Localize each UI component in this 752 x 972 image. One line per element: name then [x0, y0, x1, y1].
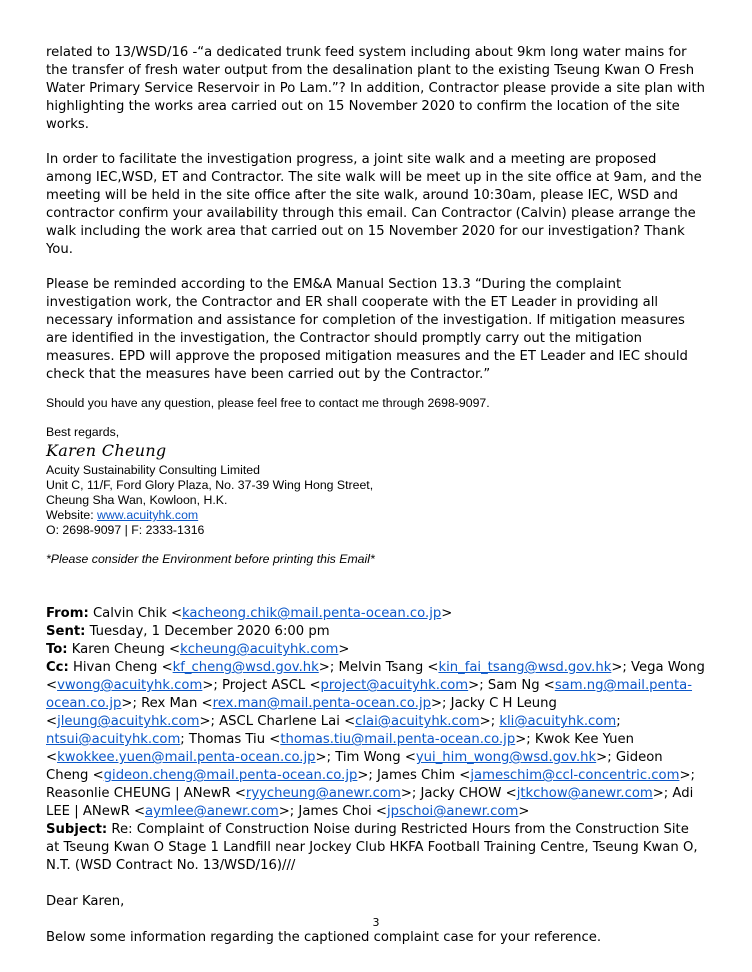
to-label: To: [46, 642, 68, 657]
sent-label: Sent: [46, 624, 86, 639]
to-email-link[interactable]: kcheung@acuityhk.com [180, 642, 339, 657]
regards-line: Best regards, [46, 425, 120, 439]
cc-list [46, 660, 705, 819]
cc-email-link[interactable]: jtkchow@anewr.com [516, 786, 653, 801]
website-link[interactable]: www.acuityhk.com [97, 508, 199, 522]
from-email-link[interactable]: kacheong.chik@mail.penta-ocean.co.jp [182, 606, 442, 621]
question-line: Should you have any question, please feel free to contact me through 2698-9097. [46, 396, 490, 410]
sent-value: Tuesday, 1 December 2020 6:00 pm [85, 624, 330, 639]
cc-separator: >; ASCL Charlene Lai < [199, 714, 356, 729]
email-header [46, 605, 706, 875]
from-name: Calvin Chik < [88, 606, 183, 621]
cc-email-link[interactable]: kli@acuityhk.com [499, 714, 617, 729]
phone-line: O: 2698-9097 | F: 2333-1316 [46, 523, 205, 537]
email-signature [46, 425, 706, 567]
paragraph-site-walk: In order to facilitate the investigation progress, a joint site walk and a meeting are proposed among IEC,WSD, ET and Contractor. The site walk will be meet up in the site office at 9am, and the meeting will be held in the site office after the site walk, around 10:30am, please IEC, WSD and contractor confirm your availability through this email. Can Contractor (Calvin) please arrange the walk including the work area that carried out on 15 November 2020 for our investigation? Thank You. [46, 152, 702, 257]
cc-separator: >; Kwok Kee Yuen < [46, 732, 635, 765]
from-line [46, 605, 706, 623]
address-line-1: Unit C, 11/F, Ford Glory Plaza, No. 37-39 Wing Hong Street, [46, 478, 374, 492]
cc-email-link[interactable]: sam.ng@mail.penta-ocean.co.jp [46, 678, 693, 711]
cc-separator: >; Adi LEE | ANewR < [46, 786, 694, 819]
cc-email-link[interactable]: jameschim@ccl-concentric.com [470, 768, 680, 783]
cc-separator: Hivan Cheng < [68, 660, 173, 675]
cc-email-link[interactable]: rex.man@mail.penta-ocean.co.jp [212, 696, 431, 711]
environment-note: *Please consider the Environment before printing this Email* [46, 552, 375, 566]
cc-separator: >; James Choi < [278, 804, 387, 819]
to-name: Karen Cheung < [67, 642, 181, 657]
cc-separator: ; Thomas Tiu < [180, 732, 281, 747]
cc-label: Cc: [46, 660, 69, 675]
company-name: Acuity Sustainability Consulting Limited [46, 463, 260, 477]
to-close: > [338, 642, 350, 657]
cc-separator: >; Jacky CHOW < [400, 786, 517, 801]
page-number: 3 [372, 916, 380, 929]
paragraph-ema-manual: Please be reminded according to the EM&A Manual Section 13.3 “During the complaint investigation work, the Contractor and ER shall cooperate with the ET Leader in providing all necessary information and assistance for completion of the investigation. If mitigation measures are identified in the investigation, the Contractor should promptly carry out the mitigation measures. EPD will approve the proposed mitigation measures and the ET Leader and IEC should check that the measures have been carried out by the Contractor.” [46, 277, 688, 382]
sent-line [46, 623, 706, 641]
cc-separator: >; James Chim < [357, 768, 471, 783]
cc-email-link[interactable]: jpschoi@anewr.com [386, 804, 519, 819]
cc-email-link[interactable]: yui_him_wong@wsd.gov.hk [415, 750, 597, 765]
cc-separator: >; Tim Wong < [315, 750, 416, 765]
subject-label: Subject: [46, 822, 108, 837]
cc-line [46, 659, 706, 821]
website-line [46, 508, 706, 523]
cc-email-link[interactable]: gideon.cheng@mail.penta-ocean.co.jp [103, 768, 358, 783]
signature-script: Karen Cheung [46, 441, 167, 460]
cc-email-link[interactable]: kwokkee.yuen@mail.penta-ocean.co.jp [57, 750, 316, 765]
paragraph-trunk-feed: related to 13/WSD/16 -“a dedicated trunk feed system including about 9km long water mains for the transfer of fresh water output from the desalination plant to the existing Tseung Kwan O Fresh Water Primary Service Reservoir in Po Lam.”? In addition, Contractor please provide a site plan with highlighting the works area carried out on 15 November 2020 to confirm the location of the site works. [46, 45, 705, 132]
cc-separator: ; [616, 714, 621, 729]
address-line-2: Cheung Sha Wan, Kowloon, H.K. [46, 493, 228, 507]
cc-email-link[interactable]: clai@acuityhk.com [355, 714, 480, 729]
cc-email-link[interactable]: kf_cheng@wsd.gov.hk [172, 660, 319, 675]
to-line [46, 641, 706, 659]
cc-email-link[interactable]: ntsui@acuityhk.com [46, 732, 181, 747]
cc-email-link[interactable]: jleung@acuityhk.com [57, 714, 200, 729]
subject-line [46, 821, 706, 875]
cc-separator: >; Jacky C H Leung < [46, 696, 557, 729]
cc-separator: >; Gideon Cheng < [46, 750, 663, 783]
cc-separator: >; Reasonlie CHEUNG | ANewR < [46, 768, 695, 801]
cc-email-link[interactable]: project@acuityhk.com [320, 678, 469, 693]
cc-email-link[interactable]: ryycheung@anewr.com [245, 786, 401, 801]
website-label: Website: [46, 508, 98, 522]
subject-value: Re: Complaint of Construction Noise during Restricted Hours from the Construction Site at Tseung Kwan O Stage 1 Landfill near Jockey Club HKFA Football Training Centre, Tseung Kwan O, N.T. (WSD Contract No. 13/WSD/16)/// [46, 822, 698, 873]
cc-separator: >; Vega Wong < [46, 660, 705, 693]
document-page [46, 44, 706, 947]
cc-email-link[interactable]: vwong@acuityhk.com [57, 678, 203, 693]
cc-email-link[interactable]: kin_fai_tsang@wsd.gov.hk [438, 660, 612, 675]
cc-separator: >; Sam Ng < [468, 678, 555, 693]
cc-separator: >; Melvin Tsang < [318, 660, 439, 675]
greeting: Dear Karen, [46, 894, 125, 909]
cc-email-link[interactable]: thomas.tiu@mail.penta-ocean.co.jp [280, 732, 516, 747]
body-line: Below some information regarding the captioned complaint case for your reference. [46, 930, 602, 945]
cc-separator: >; [479, 714, 500, 729]
from-label: From: [46, 606, 89, 621]
from-close: > [441, 606, 453, 621]
cc-email-link[interactable]: aymlee@anewr.com [145, 804, 279, 819]
cc-end: > [518, 804, 530, 819]
cc-separator: >; Rex Man < [121, 696, 213, 711]
cc-separator: >; Project ASCL < [202, 678, 321, 693]
